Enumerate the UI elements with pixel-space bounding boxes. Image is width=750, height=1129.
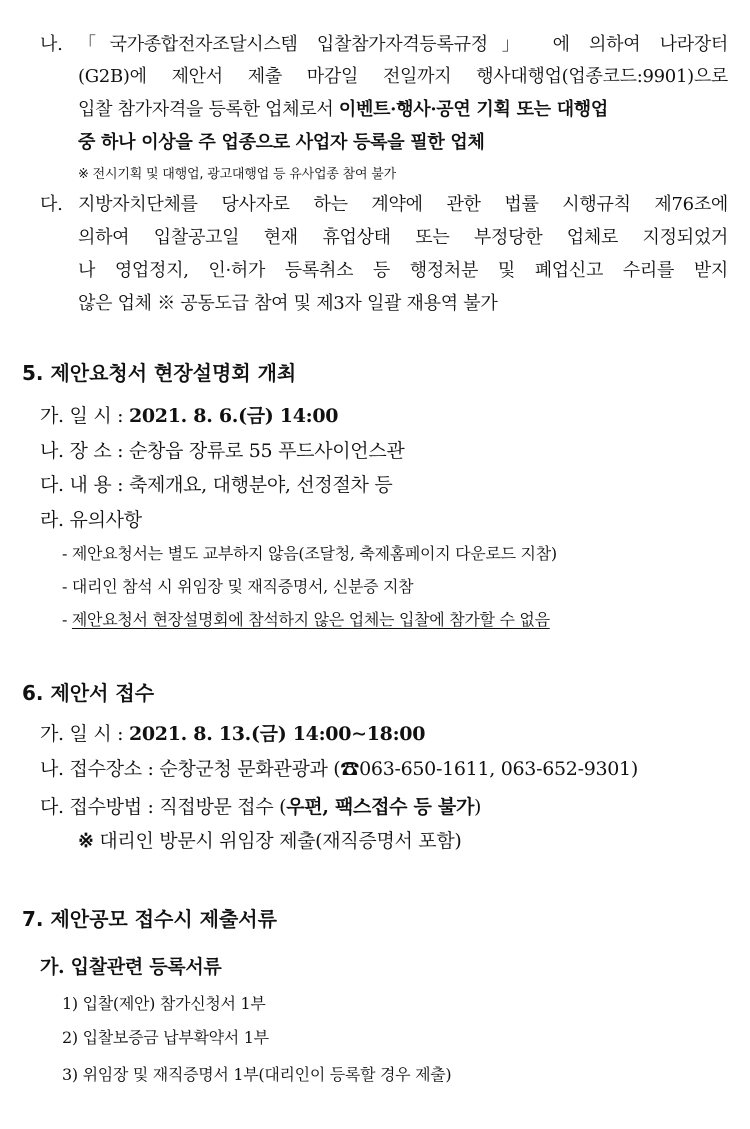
s5-note-3 <box>62 607 550 630</box>
item-da-line3: 나 영업정지, 인·허가 등록취소 등 행정처분 및 폐업신고 수리를 받지 <box>78 260 728 281</box>
s5-da-row <box>40 470 392 497</box>
item-da-line1: 지방자치단체를 당사자로 하는 계약에 관한 법률 시행규칙 제76조에 <box>78 194 728 215</box>
s5-da-value: 축제개요, 대행분야, 선정절차 등 <box>128 474 393 496</box>
section5-title: 5. 제안요청서 현장설명회 개최 <box>22 361 297 385</box>
s5-da-label: 다. 내 용 : <box>40 474 129 496</box>
s6-da-bold: 우편, 팩스접수 등 불가 <box>286 796 474 818</box>
s5-na-label: 나. 장 소 : <box>40 440 129 462</box>
section6-title: 6. 제안서 접수 <box>22 681 155 705</box>
s5-ga-row <box>40 401 338 428</box>
item-na-line2: (G2B)에 제안서 제출 마감일 전일까지 행사대행업(업종코드:9901)으로 <box>78 66 728 87</box>
s5-ra-label: 라. 유의사항 <box>40 509 142 531</box>
s5-note-1: - 제안요청서는 별도 교부하지 않음(조달청, 축제홈페이지 다운로드 지참) <box>62 544 557 563</box>
s6-na-label: 나. 접수장소 : <box>40 758 160 780</box>
s5-na-value: 순창읍 장류로 55 푸드사이언스관 <box>128 440 405 462</box>
s7-item-3: 3) 위임장 및 재직증명서 1부(대리인이 등록할 경우 제출) <box>62 1065 452 1084</box>
item-na-line3-plain: 입찰 참가자격을 등록한 업체로서 <box>78 99 339 120</box>
item-na-line1: 「국가종합전자조달시스템 입찰참가자격등록규정」 에 의하여 나라장터 <box>78 34 728 55</box>
s6-da-row <box>40 792 481 819</box>
s5-na-row <box>40 436 404 463</box>
item-da-line4: 않은 업체 ※ 공동도급 참여 및 제3자 일괄 재용역 불가 <box>78 293 498 314</box>
s6-ga-label: 가. 일 시 : <box>40 723 129 745</box>
section7-title: 7. 제안공모 접수시 제출서류 <box>22 907 277 931</box>
s6-note-text: 대리인 방문시 위임장 제출(재직증명서 포함) <box>93 830 462 852</box>
s6-da-close: ) <box>474 796 482 818</box>
item-da-line2: 의하여 입찰공고일 현재 휴업상태 또는 부정당한 업체로 지정되었거 <box>78 227 728 248</box>
item-na-line4: 중 하나 이상을 주 업종으로 사업자 등록을 필한 업체 <box>78 132 485 153</box>
item-na-note: ※ 전시기획 및 대행업, 광고대행업 등 유사업종 참여 불가 <box>78 167 396 182</box>
item-na-marker: 나. <box>40 34 63 55</box>
s7-item-2: 2) 입찰보증금 납부확약서 1부 <box>62 1028 269 1047</box>
s6-ga-value: 2021. 8. 13.(금) 14:00∼18:00 <box>128 723 426 745</box>
s6-da-label: 다. 접수방법 : 직접방문 접수 ( <box>40 796 287 818</box>
s5-note-3-dash: - <box>62 610 72 629</box>
reference-mark-icon: ※ <box>78 830 94 852</box>
s5-note-2: - 대리인 참석 시 위임장 및 재직증명서, 신분증 지참 <box>62 577 414 596</box>
s6-na-value: 순창군청 문화관광과 (☎063-650-1611, 063-652-9301) <box>159 758 638 780</box>
s5-ga-value: 2021. 8. 6.(금) 14:00 <box>128 405 339 427</box>
s6-note <box>78 826 462 853</box>
item-na-line3 <box>78 95 728 121</box>
s7-item-1: 1) 입찰(제안) 참가신청서 1부 <box>62 994 266 1013</box>
s5-ga-label: 가. 일 시 : <box>40 405 129 427</box>
s7-subtitle: 가. 입찰관련 등록서류 <box>40 956 222 978</box>
s5-note-3-text: 제안요청서 현장설명회에 참석하지 않은 업체는 입찰에 참가할 수 없음 <box>71 610 550 629</box>
s6-ga-row <box>40 719 425 746</box>
item-na-line3-bold: 이벤트·행사·공연 기획 또는 대행업 <box>338 99 608 120</box>
item-da-marker: 다. <box>40 194 63 215</box>
s6-na-row <box>40 754 638 781</box>
